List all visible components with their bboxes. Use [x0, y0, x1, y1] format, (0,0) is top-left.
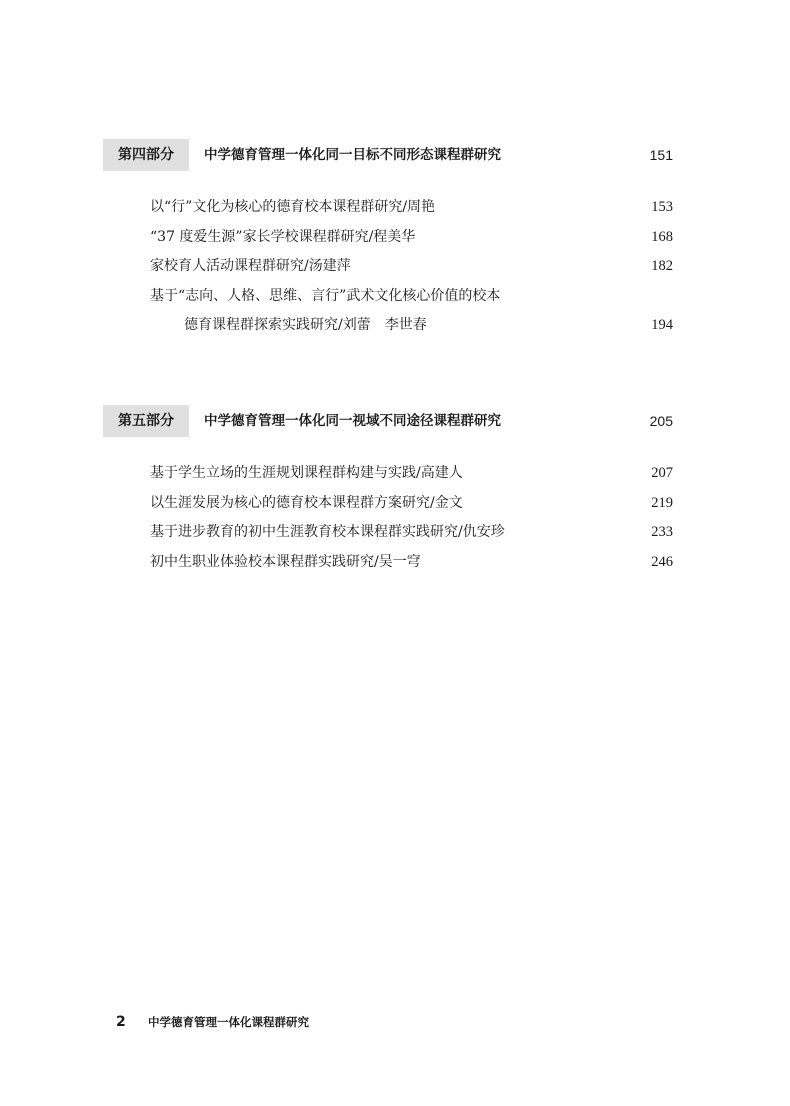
part-page-number: 151: [649, 147, 673, 163]
entry-title: 基于学生立场的生涯规划课程群构建与实践/高建人: [150, 465, 463, 481]
toc-entry-continuation: [150, 311, 673, 341]
footer-book-title: 中学德育管理一体化课程群研究: [148, 1015, 309, 1029]
footer-page-number: 2: [116, 1014, 126, 1030]
entry-title: 德育课程群探索实践研究/刘蕾 李世春: [184, 317, 427, 334]
toc-entry: [150, 223, 673, 253]
part-title: 中学德育管理一体化同一视域不同途径课程群研究: [204, 413, 501, 429]
entry-title: 初中生职业体验校本课程群实践研究/吴一穹: [150, 553, 421, 570]
entry-title: 基于进步教育的初中生涯教育校本课程群实践研究/仇安珍: [150, 524, 505, 541]
toc-entry: [150, 489, 673, 519]
toc-part-5: [103, 405, 675, 570]
entry-page-number: 194: [651, 317, 673, 334]
entry-page-number: 219: [651, 494, 673, 511]
toc-entry: [150, 193, 673, 223]
part-header: [103, 139, 675, 171]
toc-entry: [150, 518, 673, 548]
entry-title: 以生涯发展为核心的德育校本课程群方案研究/金文: [150, 494, 463, 511]
toc-entry: [150, 252, 673, 282]
entry-page-number: 207: [651, 465, 673, 481]
toc-part-4: [103, 139, 675, 334]
entry-list: [150, 459, 673, 577]
entry-page-number: 182: [651, 258, 673, 275]
entry-page-number: 246: [651, 553, 673, 570]
entry-page-number: 153: [651, 199, 673, 215]
toc-entry: [150, 548, 673, 578]
toc-entry: [150, 282, 673, 312]
part-label: 第五部分: [103, 405, 189, 437]
entry-title: “37 度爱生源”家长学校课程群研究/程美华: [150, 228, 416, 245]
part-label: 第四部分: [103, 139, 189, 171]
part-page-number: 205: [649, 413, 673, 429]
entry-page-number: 168: [651, 228, 673, 245]
part-header: [103, 405, 675, 437]
entry-title: 基于“志向、人格、思维、言行”武术文化核心价值的校本: [150, 287, 501, 304]
entry-list: [150, 193, 673, 341]
entry-title: 以“行”文化为核心的德育校本课程群研究/周艳: [150, 199, 436, 215]
entry-page-number: 233: [651, 524, 673, 541]
toc-entry: [150, 459, 673, 489]
part-title: 中学德育管理一体化同一目标不同形态课程群研究: [204, 147, 501, 163]
entry-title: 家校育人活动课程群研究/汤建萍: [150, 258, 351, 275]
